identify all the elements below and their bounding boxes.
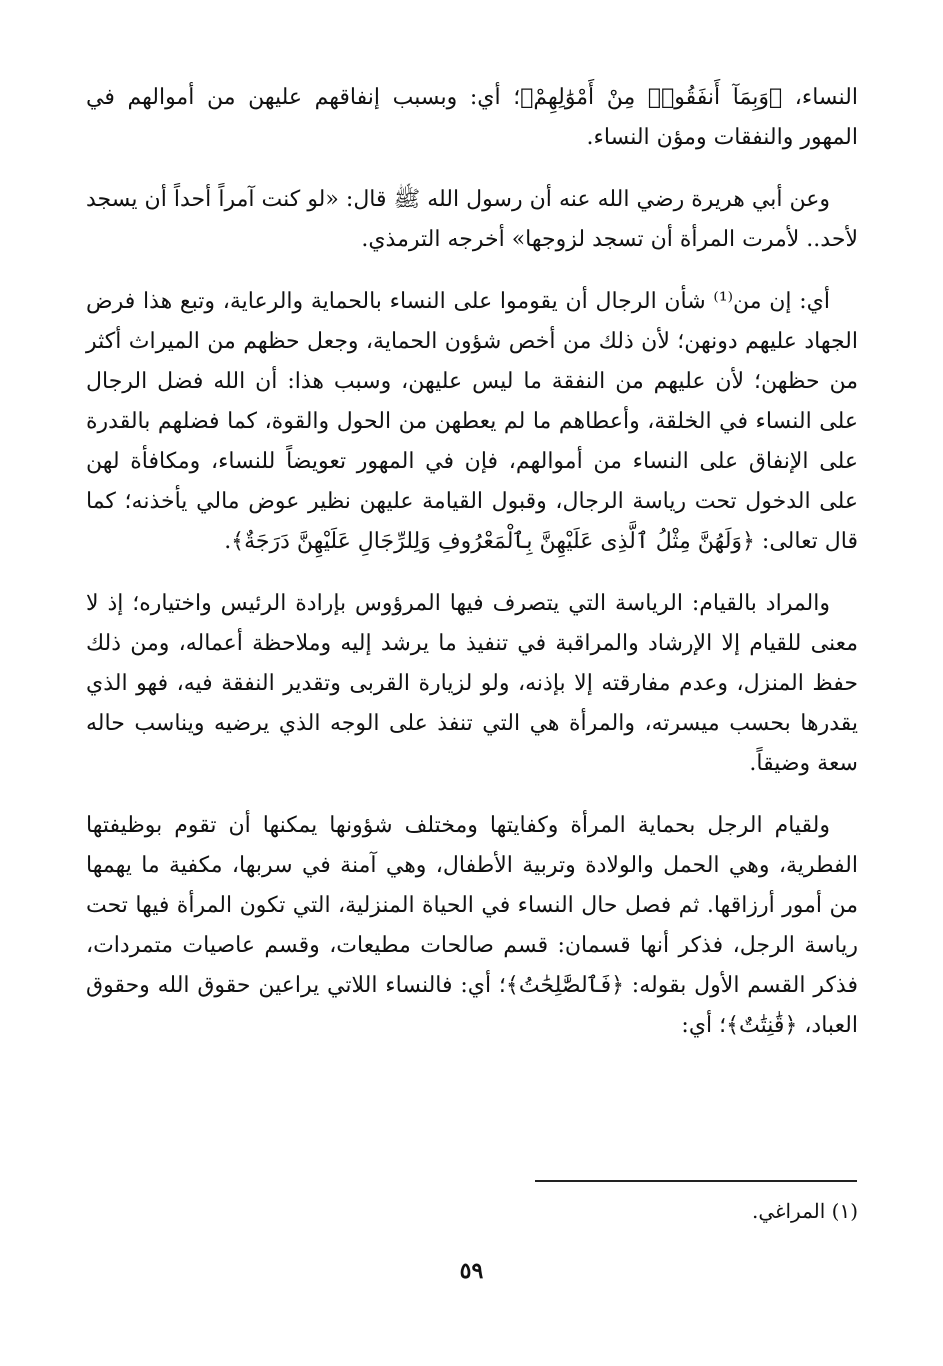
footnote-divider — [535, 1180, 857, 1182]
paragraph-2: وعن أبي هريرة رضي الله عنه أن رسول الله ﷺ قال: «لو كنت آمراً أحداً أن يسجد لأحد.. لأمرت المرأة أن تسجد لزوجها» أخرجه الترمذي. — [86, 187, 858, 252]
page-number: ٥٩ — [459, 1258, 484, 1284]
paragraph-5: ولقيام الرجل بحماية المرأة وكفايتها ومختلف شؤونها يمكنها أن تقوم بوظيفتها الفطرية، وهي الحمل والولادة وتربية الأطفال، وهي آمنة في سربها، مكفية ما يهمها من أمور أرزاقها. ثم فصل حال النساء في الحياة المنزلية، التي تكون المرأة فيها تحت رياسة الرجل، فذكر أنها قسمان: قسم صالحات مطيعات، وقسم عاصيات متمردات، فذكر القسم الأول بقوله: ﴿فَٱلصَّٰلِحَٰتُ﴾؛ أي: فالنساء اللاتي يراعين حقوق الله وحقوق العباد، ﴿قَٰنِتَٰتٌ﴾؛ أي: — [86, 813, 858, 1038]
paragraph-3: أي: إن من⁽¹⁾ شأن الرجال أن يقوموا على النساء بالحماية والرعاية، وتبع هذا فرض الجهاد عليهم دونهن؛ لأن ذلك من أخص شؤون الحماية، وجعل حظهم من الميراث أكثر من حظهن؛ لأن عليهم من النفقة ما ليس عليهن، وسبب هذا: أن الله فضل الرجال على النساء في الخلقة، وأعطاهم ما لم يعطهن من الحول والقوة، كما فضلهم بالقدرة على الإنفاق على النساء من أموالهم، فإن في المهور تعويضاً للنساء، ومكافأة لهن على الدخول تحت رياسة الرجال، وقبول القيامة عليهن نظير عوض مالي يأخذنه؛ كما قال تعالى: ﴿وَلَهُنَّ مِثْلُ ٱلَّذِى عَلَيْهِنَّ بِٱلْمَعْرُوفِ وَلِلرِّجَالِ عَلَيْهِنَّ دَرَجَةٌ﴾. — [86, 289, 858, 554]
paragraph-1: النساء، ﴿وَبِمَآ أَنفَقُوا۟ مِنْ أَمْوَٰلِهِمْ﴾؛ أي: وبسبب إنفاقهم عليهن من أموالهم في المهور والنفقات ومؤن النساء. — [86, 85, 858, 150]
paragraph-4: والمراد بالقيام: الرياسة التي يتصرف فيها المرؤوس بإرادة الرئيس واختياره؛ إذ لا معنى للقيام إلا الإرشاد والمراقبة في تنفيذ ما يرشد إليه وملاحظة أعماله، ومن ذلك حفظ المنزل، وعدم مفارقته إلا بإذنه، ولو لزيارة القربى وتقدير النفقة فيه، فهو الذي يقدرها بحسب ميسرته، والمرأة هي التي تنفذ على الوجه الذي يرضيه ويناسب حاله سعة وضيقاً. — [86, 591, 858, 776]
footnote: (١) المراغي. — [751, 1199, 858, 1223]
main-text — [86, 78, 858, 1068]
